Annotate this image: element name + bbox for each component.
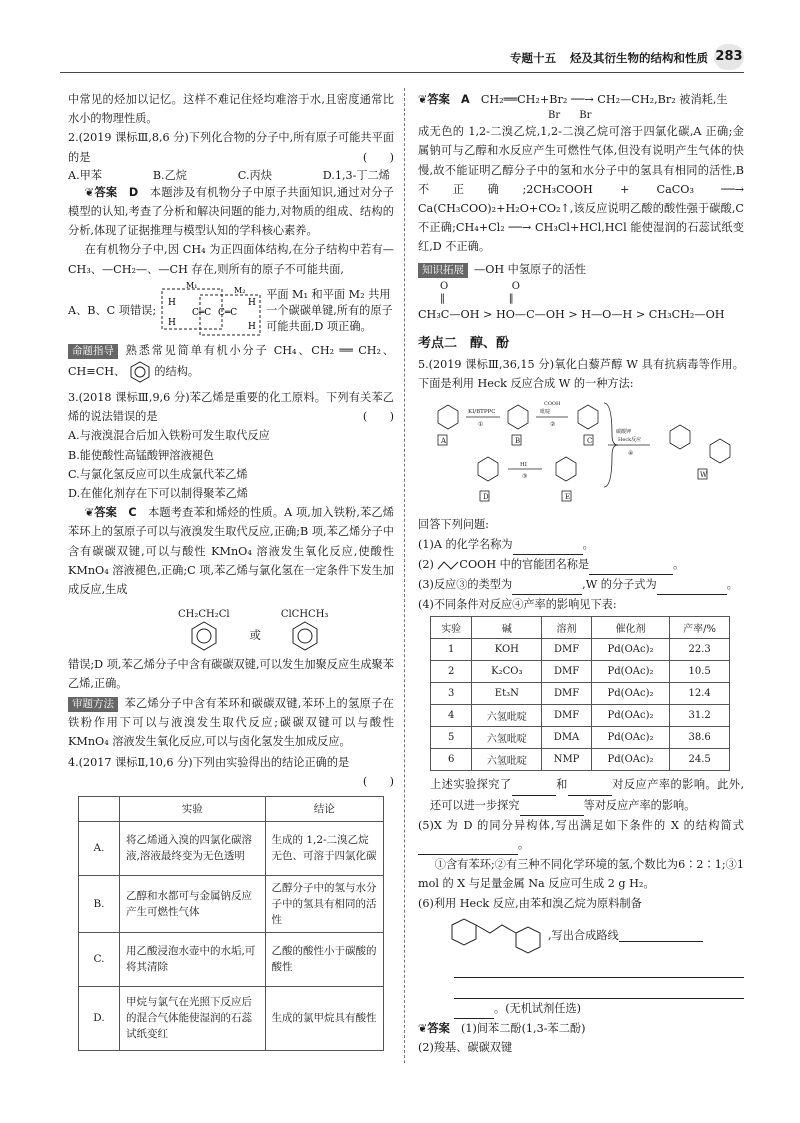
answer-blank[interactable] [568, 775, 612, 795]
table-cell: 六氢吡啶 [472, 727, 542, 749]
stilbene-structure [438, 915, 548, 955]
q5-stem: 5.(2019 课标Ⅲ,36,15 分)氧化白藜芦醇 W 具有抗病毒等作用。下面是利用 Heck 反应合成 W 的一种方法: [418, 358, 744, 391]
table-cell: NMP [542, 749, 592, 771]
q5-part4: (4)不同条件对反应④产率的影响见下表: [418, 598, 617, 612]
q2-answer: D [128, 185, 139, 199]
q3-answer-label: 答案 [94, 506, 118, 520]
compound-label: C [587, 437, 593, 446]
answer-icon: ❦ [84, 506, 95, 520]
acid-order-o-row: O O [440, 280, 520, 292]
q2-line3b: 平面 M₁ 和平面 M₂ 共用一个碳碳单键,所有的原子可能共面,D 项正确。 [266, 287, 393, 333]
table-row [431, 727, 730, 749]
q2-options [68, 167, 394, 183]
question-2 [68, 128, 394, 384]
header-rule [60, 72, 744, 73]
table-cell: DMF [542, 639, 592, 661]
question-3 [68, 388, 394, 751]
q2-option-a: A.甲苯 [68, 168, 103, 182]
q2-answer-bracket: ( ) [362, 150, 394, 164]
table-cell: K₂CO₃ [472, 661, 542, 683]
table-header [79, 796, 120, 821]
table-cell: 六氢吡啶 [472, 749, 542, 771]
compound-label: D [483, 493, 489, 502]
q2-analysis: 本题涉及有机物分子中原子共面知识,通过对分子模型的认知,考查了分析和解决问题的能力,对物质的组成、结构的分析,体现了证据推理与模型认知的学科核心素养。 [68, 185, 394, 238]
table-header: 碱 [472, 617, 542, 639]
table-cell: 22.3 [670, 639, 730, 661]
benzene-ring-icon [129, 360, 151, 384]
table-cell: 12.4 [670, 683, 730, 705]
answer-line[interactable] [454, 978, 744, 999]
table-cell: Pd(OAc)₂ [591, 639, 669, 661]
table-cell: DMF [542, 661, 592, 683]
table-cell: DMA [542, 727, 592, 749]
table-cell: Pd(OAc)₂ [591, 661, 669, 683]
synthesis-scheme [418, 395, 744, 513]
left-column [68, 90, 394, 1051]
q2-line2: 在有机物分子中,因 CH₄ 为正四面体结构,在分子结构中若有—CH₃、—CH₂—、—CH 存在,则所有的原子不可能共面, [68, 243, 394, 276]
q4-answer-bracket: ( ) [362, 775, 394, 789]
q5-answer-2: (2)羧基、碳碳双键 [418, 1041, 513, 1055]
table-cell: 六氢吡啶 [472, 705, 542, 727]
benzene-ring-icon [189, 620, 219, 652]
page-header [0, 0, 800, 72]
q5-part5: (5)X 为 D 的同分异构体,写出满足如下条件的 X 的结构简式 [418, 818, 744, 832]
compound-label: B [515, 437, 521, 446]
table-cell: 3 [431, 683, 472, 705]
q5-part6b: ,写出合成路线 [548, 928, 619, 942]
svg-text:H: H [248, 321, 256, 332]
q5-conditions: ①含有苯环;②有三种不同化学环境的氢,个数比为6∶2∶1;③1 mol 的 X 与足量金属 Na 反应可生成 2 g H₂。 [418, 858, 744, 891]
tip-end: 的结构。 [154, 365, 200, 379]
q4-answer: A [460, 93, 470, 106]
ext-text: —OH 中氢原子的活性 [474, 262, 586, 276]
q5-part3b: ,W 的分子式为 [582, 578, 657, 592]
table-row [79, 986, 384, 1050]
running-title [510, 50, 708, 66]
table-cell: 24.5 [670, 749, 730, 771]
reagent-label: ③ [522, 473, 528, 481]
reagent-label: ④ [628, 450, 634, 458]
answer-icon: ❦ [84, 185, 95, 199]
table-cell: DMF [542, 683, 592, 705]
q5-answer-label: 答案 [427, 1022, 450, 1036]
butadiene-planes-diagram [156, 281, 266, 339]
svg-text:C═C: C═C [218, 307, 238, 318]
table-row [79, 821, 384, 875]
table-row [431, 705, 730, 727]
tip-tag: 命题指导 [68, 344, 118, 359]
chapter-label: 专题十五 [510, 51, 556, 65]
q5-answer-1: (1)间苯二酚(1,3-苯二酚) [460, 1022, 586, 1036]
table-cell: Pd(OAc)₂ [591, 705, 669, 727]
table-cell: 乙醇和水都可与金属钠反应产生可燃性气体 [120, 875, 266, 932]
reagent-label: 吡啶 [540, 409, 551, 416]
table-cell: 31.2 [670, 705, 730, 727]
q2-option-b: B.乙烷 [152, 168, 187, 182]
intro-text: 中常见的烃加以记忆。这样不难记住烃均难溶于水,且密度通常比水小的物理性质。 [68, 93, 394, 126]
table-header: 实验 [431, 617, 472, 639]
answer-blank[interactable] [619, 928, 703, 942]
q3-products [68, 599, 394, 655]
table-row [79, 932, 384, 986]
svg-text:C═C: C═C [192, 307, 212, 318]
table-cell: 将乙烯通入溴的四氯化碳溶液,溶液最终变为无色透明 [120, 821, 266, 875]
section-heading: 考点二 醇、酚 [418, 336, 510, 352]
q4-answer-label: 答案 [427, 93, 450, 106]
answer-blank[interactable] [418, 835, 518, 855]
q3-option-a: A.与液溴混合后加入铁粉可发生取代反应 [68, 429, 270, 443]
table-cell: 38.6 [670, 727, 730, 749]
reagent-label: 碳酸钾 [616, 429, 632, 436]
q3-answer: C [128, 506, 137, 520]
table-cell: Pd(OAc)₂ [591, 749, 669, 771]
q5-part1: (1)A 的化学名称为 [418, 537, 513, 551]
ext-tag: 知识拓展 [418, 263, 468, 278]
answer-blank[interactable] [657, 575, 727, 595]
product-1-substituent: CH₂CH₂Cl [178, 609, 230, 621]
or-text: 或 [249, 629, 261, 643]
table-cell: 乙醇分子中的氢与水分子中的氢具有相同的活性 [265, 875, 384, 932]
q5-part6a: (6)利用 Heck 反应,由苯和溴乙烷为原料制备 [418, 896, 642, 910]
table-header: 产率/% [670, 617, 730, 639]
q4-equation: CH₂══CH₂+Br₂ ──→ CH₂—CH₂,Br₂ 被消耗,生 [480, 93, 728, 106]
table-cell: 用乙酸浸泡水壶中的水垢,可将其清除 [120, 932, 266, 986]
question-4 [68, 753, 394, 1050]
method-tag: 审题方法 [68, 697, 118, 712]
table-cell: Et₃N [472, 683, 542, 705]
q3-option-d: D.在催化剂存在下可以制得聚苯乙烯 [68, 487, 248, 501]
vinyl-icon [437, 559, 459, 571]
reagent-label: Heck反应 [618, 437, 642, 444]
q2-option-c: C.丙炔 [237, 168, 272, 182]
table-cell: D. [79, 986, 120, 1050]
yield-table [430, 616, 730, 771]
method-text: 苯乙烯分子中含有苯环和碳碳双键,苯环上的氢原子在铁粉作用下可以与液溴发生取代反应;碳碳双键可以与酸性 KMnO₄ 溶液发生氧化反应,可以与卤化氢发生加成反应。 [68, 696, 394, 749]
compound-label: W [700, 471, 708, 480]
answer-icon: ❦ [418, 1022, 428, 1036]
table-header: 催化剂 [591, 617, 669, 639]
table-cell: 生成的氯甲烷具有酸性 [265, 986, 384, 1050]
reagent-label: COOH [544, 401, 561, 408]
q2-stem: 2.(2019 课标Ⅲ,8,6 分)下列化合物的分子中,所有原子可能共平面的是 [68, 131, 394, 164]
m1-label: M₁ [186, 280, 198, 290]
svg-text:H: H [168, 297, 176, 308]
m2-label: M₂ [234, 285, 246, 295]
table-row [79, 875, 384, 932]
table-cell: KOH [472, 639, 542, 661]
table-cell: Pd(OAc)₂ [591, 727, 669, 749]
q5-part2a: (2) [418, 557, 434, 571]
table-cell: C. [79, 932, 120, 986]
reagent-label: ① [478, 421, 484, 429]
table-cell: 2 [431, 661, 472, 683]
table-header-row [431, 617, 730, 639]
acid-order: CH₃C—OH > HO—C—OH > H—O—H > CH₃CH₂—OH [418, 307, 725, 321]
q3-option-b: B.能使酸性高锰酸钾溶液褪色 [68, 448, 215, 462]
q5-intro: 回答下列问题: [418, 518, 489, 532]
column-divider [404, 88, 405, 1063]
br-label: Br [548, 110, 561, 122]
answer-line[interactable] [454, 957, 744, 978]
q2-answer-label: 答案 [94, 185, 118, 199]
table-cell: 生成的 1,2-二溴乙烷无色、可溶于四氯化碳 [265, 821, 384, 875]
table-header: 溶剂 [542, 617, 592, 639]
table-cell: Pd(OAc)₂ [591, 683, 669, 705]
table-cell: DMF [542, 705, 592, 727]
reagent-label: HI [520, 462, 527, 469]
compound-label: E [565, 493, 571, 502]
table-cell: 4 [431, 705, 472, 727]
question-5: 5.(2019 课标Ⅲ,36,15 分)氧化白藜芦醇 W 具有抗病毒等作用。下面是利用 Heck 反应合成 W 的一种方法: A B C D E W KI/BTPPC ① ② ③ HI ④ Heck反应 COOH 吡啶 碳酸钾 回答下列问题: (1)A 的化学名称为 。 (2) COOH 中的官能团名称是 。 (3)反应③的类型为 ,W 的分子式为 。 (4)不同条件对反应④产率的影响见下表: 实验 碱 溶剂 催化剂 产率/% 1 KOH DMF Pd(OAc)₂ 22.3 2 K₂CO₃ DMF Pd(OAc)₂ 10.5 3 Et₃N DMF Pd(OAc)₂ 12.4 4 六氢吡啶 DMF Pd(OAc)₂ 31.2 5 六氢吡啶 DMA Pd(OAc)₂ 38.6 6 六氢吡啶 NMP Pd(OAc)₂ 24.5 上述实验探究了 和 对反应产率的影响。此外,还可以进一步探究 等对反应产率的影响。 (5)X 为 D 的同分异构体,写出满足如下条件的 X 的结构简式 。 ①含有苯环;②有三种不同化学环境的氢,个数比为6∶2∶1;③1 mol 的 X 与足量金属 Na 反应可生成 2 g H₂。 (6)利用 Heck 反应,由苯和溴乙烷为原料制备 ,写出合成路线 。(无机试剂任选) ❦答案 (1)间苯二酚(1,3-苯二酚) (2)羧基、碳碳双键 [418, 355, 744, 1057]
table-header-row [79, 796, 384, 821]
q3-analysis: 本题考查苯和烯烃的性质。A 项,加入铁粉,苯乙烯苯环上的氢原子可以与液溴发生取代反应,正确;B 项,苯乙烯分子中含有碳碳双键,可以与酸性 KMnO₄ 溶液发生氧化反应,使酸性 KMnO₄ 溶液褪色,正确;C 项,苯乙烯与氯化氢在一定条件下发生加成反应,生成 [68, 506, 394, 597]
q2-line3a: A、B、C 项错误; [68, 303, 157, 317]
table-cell: 5 [431, 727, 472, 749]
q4-stem: 4.(2017 课标Ⅱ,10,6 分)下列由实验得出的结论正确的是 [68, 756, 350, 770]
table-cell: 甲烷与氯气在光照下反应后的混合气体能使湿润的石蕊试纸变红 [120, 986, 266, 1050]
answer-icon: ❦ [418, 93, 428, 106]
page-number: 283 [714, 44, 744, 70]
q2-option-d: D.1,3-丁二烯 [322, 168, 390, 182]
table-header: 结论 [265, 796, 384, 821]
q4-table [78, 796, 384, 1051]
product-2-substituent: ClCHCH₃ [280, 609, 329, 621]
answer-blank[interactable] [512, 775, 556, 795]
table-cell: 乙酸的酸性小于碳酸的酸性 [265, 932, 384, 986]
answer-blank[interactable] [454, 999, 494, 1019]
answer-blank[interactable] [520, 796, 584, 816]
table-row [431, 683, 730, 705]
table-row [431, 749, 730, 771]
table-cell: 6 [431, 749, 472, 771]
table-header: 实验 [120, 796, 266, 821]
reagent-label: KI/BTPPC [468, 409, 496, 416]
answer-blank[interactable] [512, 575, 582, 595]
q4-analysis: 成无色的 1,2-二溴乙烷,1,2-二溴乙烷可溶于四氯化碳,A 正确;金属钠可与乙醇和水反应产生可燃性气体,但没有说明产生气体的快慢,故不能证明乙醇分子中的氢和水分子中的氢具有相同的活性,B 不正确;2CH₃COOH + CaCO₃ ──→ Ca(CH₃COO)₂+H₂O+CO₂↑,该反应说明乙酸的酸性强于碳酸,C 不正确;CH₄+Cl₂ ──→ CH₃Cl+HCl,HCl 能使湿润的石蕊试纸变红,D 不正确。 [418, 125, 744, 254]
q3-answer-bracket: ( ) [362, 410, 394, 424]
tip-text: 熟悉常见简单有机小分子 CH₄、CH₂ ══ CH₂、CH≡CH、 [68, 343, 394, 379]
table-row [431, 661, 730, 683]
svg-text:H: H [168, 317, 176, 328]
chapter-title: 烃及其衍生物的结构和性质 [570, 51, 708, 65]
table-cell: A. [79, 821, 120, 875]
table-cell: 10.5 [670, 661, 730, 683]
compound-label: A [441, 437, 447, 446]
answer-blank[interactable] [589, 555, 673, 575]
table-row [431, 639, 730, 661]
table-cell: B. [79, 875, 120, 932]
br-label: Br [579, 110, 592, 122]
svg-text:H: H [248, 297, 256, 308]
right-column [418, 90, 744, 1057]
table-cell: 1 [431, 639, 472, 661]
q3-analysis-2: 错误;D 项,苯乙烯分子中含有碳碳双键,可以发生加聚反应生成聚苯乙烯,正确。 [68, 658, 394, 691]
answer-blank[interactable] [513, 535, 583, 555]
q3-option-c: C.与氯化氢反应可以生成氯代苯乙烯 [68, 467, 248, 481]
q5-part2b: COOH 中的官能团名称是 [459, 557, 590, 571]
q5-part4b: 上述实验探究了 [430, 778, 512, 792]
q4-answer-block: ❦答案 A CH₂══CH₂+Br₂ ──→ CH₂—CH₂,Br₂ 被消耗,生 Br Br 成无色的 1,2-二溴乙烷,1,2-二溴乙烷可溶于四氯化碳,A 正确;金属钠可与乙醇和水反应产生可燃性气体,但没有说明产生气体的快慢,故不能证明乙醇分子中的氢和水分子中的氢具有相同的活性,B 不正确;2CH₃COOH + CaCO₃ ──→ Ca(CH₃COO)₂+H₂O+CO₂↑,该反应说明乙酸的酸性强于碳酸,C 不正确;CH₄+Cl₂ ──→ CH₃Cl+HCl,HCl 能使湿润的石蕊试纸变红,D 不正确。 知识拓展 —OH 中氢原子的活性 O O ‖ ‖ CH₃C—OH > HO—C—OH > H—O—H > CH₃CH₂—OH [418, 90, 744, 324]
reagent-label: ② [550, 421, 556, 429]
q3-stem: 3.(2018 课标Ⅲ,9,6 分)苯乙烯是重要的化工原料。下列有关苯乙烯的说法错误的是 [68, 391, 394, 424]
q5-part3a: (3)反应③的类型为 [418, 578, 513, 592]
benzene-ring-icon [290, 620, 320, 652]
